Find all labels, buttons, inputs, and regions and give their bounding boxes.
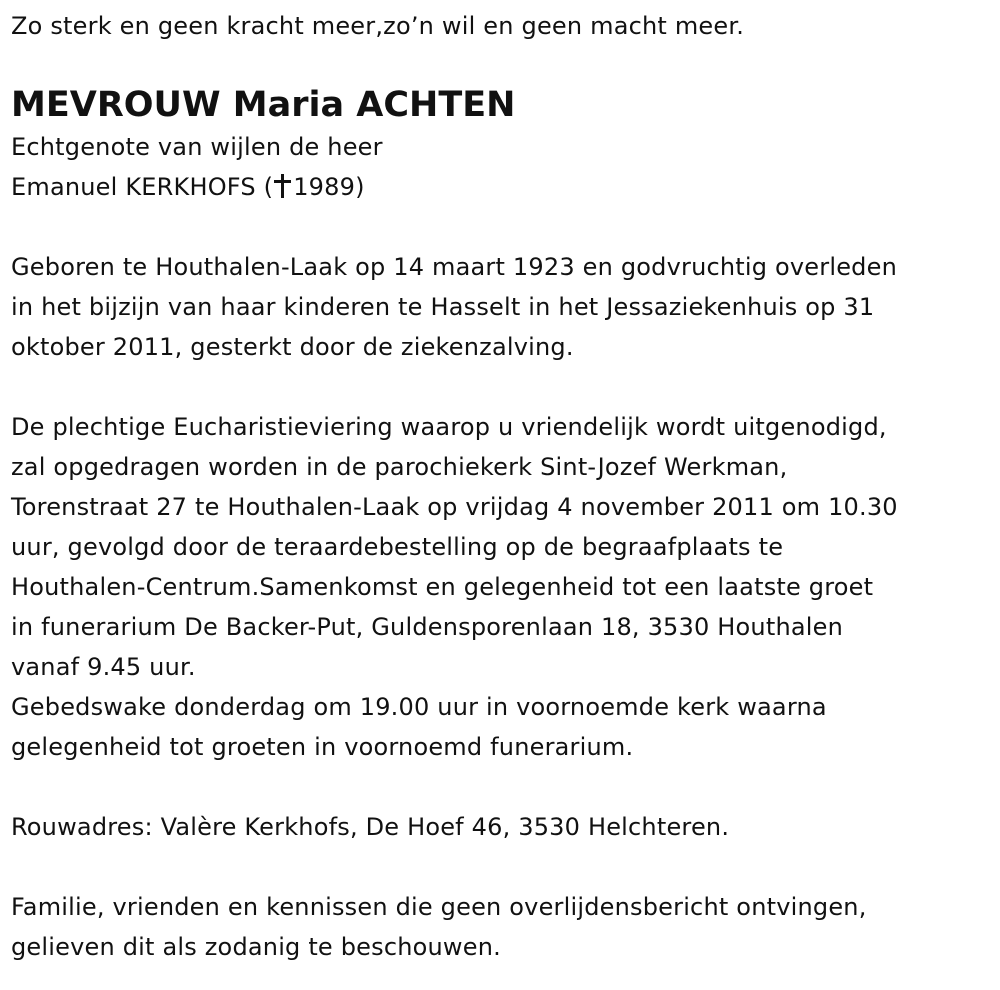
spouse-line-1: Echtgenote van wijlen de heer <box>11 133 383 161</box>
ceremony-line: gelegenheid tot groeten in voornoemd funerarium. <box>11 733 634 761</box>
ceremony-paragraph <box>11 407 991 767</box>
deceased-name: MEVROUW Maria ACHTEN <box>11 85 516 125</box>
paragraph-spacer <box>11 367 991 407</box>
ceremony-line: uur, gevolgd door de teraardebestelling op de begraafplaats te <box>11 533 784 561</box>
ceremony-line: De plechtige Eucharistieviering waarop u vriendelijk wordt uitgenodigd, <box>11 413 887 441</box>
paragraph-spacer <box>11 767 991 807</box>
spouse-name: Emanuel KERKHOFS ( <box>11 173 274 201</box>
ceremony-line: Gebedswake donderdag om 19.00 uur in voornoemde kerk waarna <box>11 693 827 721</box>
paragraph-spacer <box>11 207 991 247</box>
birth-death-line: oktober 2011, gesterkt door de ziekenzalving. <box>11 333 574 361</box>
ceremony-line: vanaf 9.45 uur. <box>11 653 196 681</box>
ceremony-line: Torenstraat 27 te Houthalen-Laak op vrijdag 4 november 2011 om 10.30 <box>11 493 898 521</box>
spouse-death-year: 1989) <box>293 173 365 201</box>
notice-line: Familie, vrienden en kennissen die geen overlijdensbericht ontvingen, <box>11 893 867 921</box>
notice-line: gelieven dit als zodanig te beschouwen. <box>11 933 501 961</box>
birth-death-line: Geboren te Houthalen-Laak op 14 maart 1923 en godvruchtig overleden <box>11 253 897 281</box>
birth-death-line: in het bijzijn van haar kinderen te Hasselt in het Jessaziekenhuis op 31 <box>11 293 875 321</box>
mourning-address: Rouwadres: Valère Kerkhofs, De Hoef 46, 3530 Helchteren. <box>11 813 730 841</box>
ceremony-line: Houthalen-Centrum.Samenkomst en gelegenheid tot een laatste groet <box>11 573 874 601</box>
notice-paragraph <box>11 887 991 967</box>
birth-death-paragraph <box>11 247 991 367</box>
spouse-line-2 <box>11 167 991 207</box>
ceremony-line: in funerarium De Backer-Put, Guldensporenlaan 18, 3530 Houthalen <box>11 613 844 641</box>
motto-text: Zo sterk en geen kracht meer,zo’n wil en geen macht meer. <box>11 12 745 40</box>
obituary-document <box>11 6 991 967</box>
paragraph-spacer <box>11 847 991 887</box>
spouse-block <box>11 127 991 207</box>
cross-icon <box>274 174 291 198</box>
ceremony-line: zal opgedragen worden in de parochiekerk Sint-Jozef Werkman, <box>11 453 788 481</box>
